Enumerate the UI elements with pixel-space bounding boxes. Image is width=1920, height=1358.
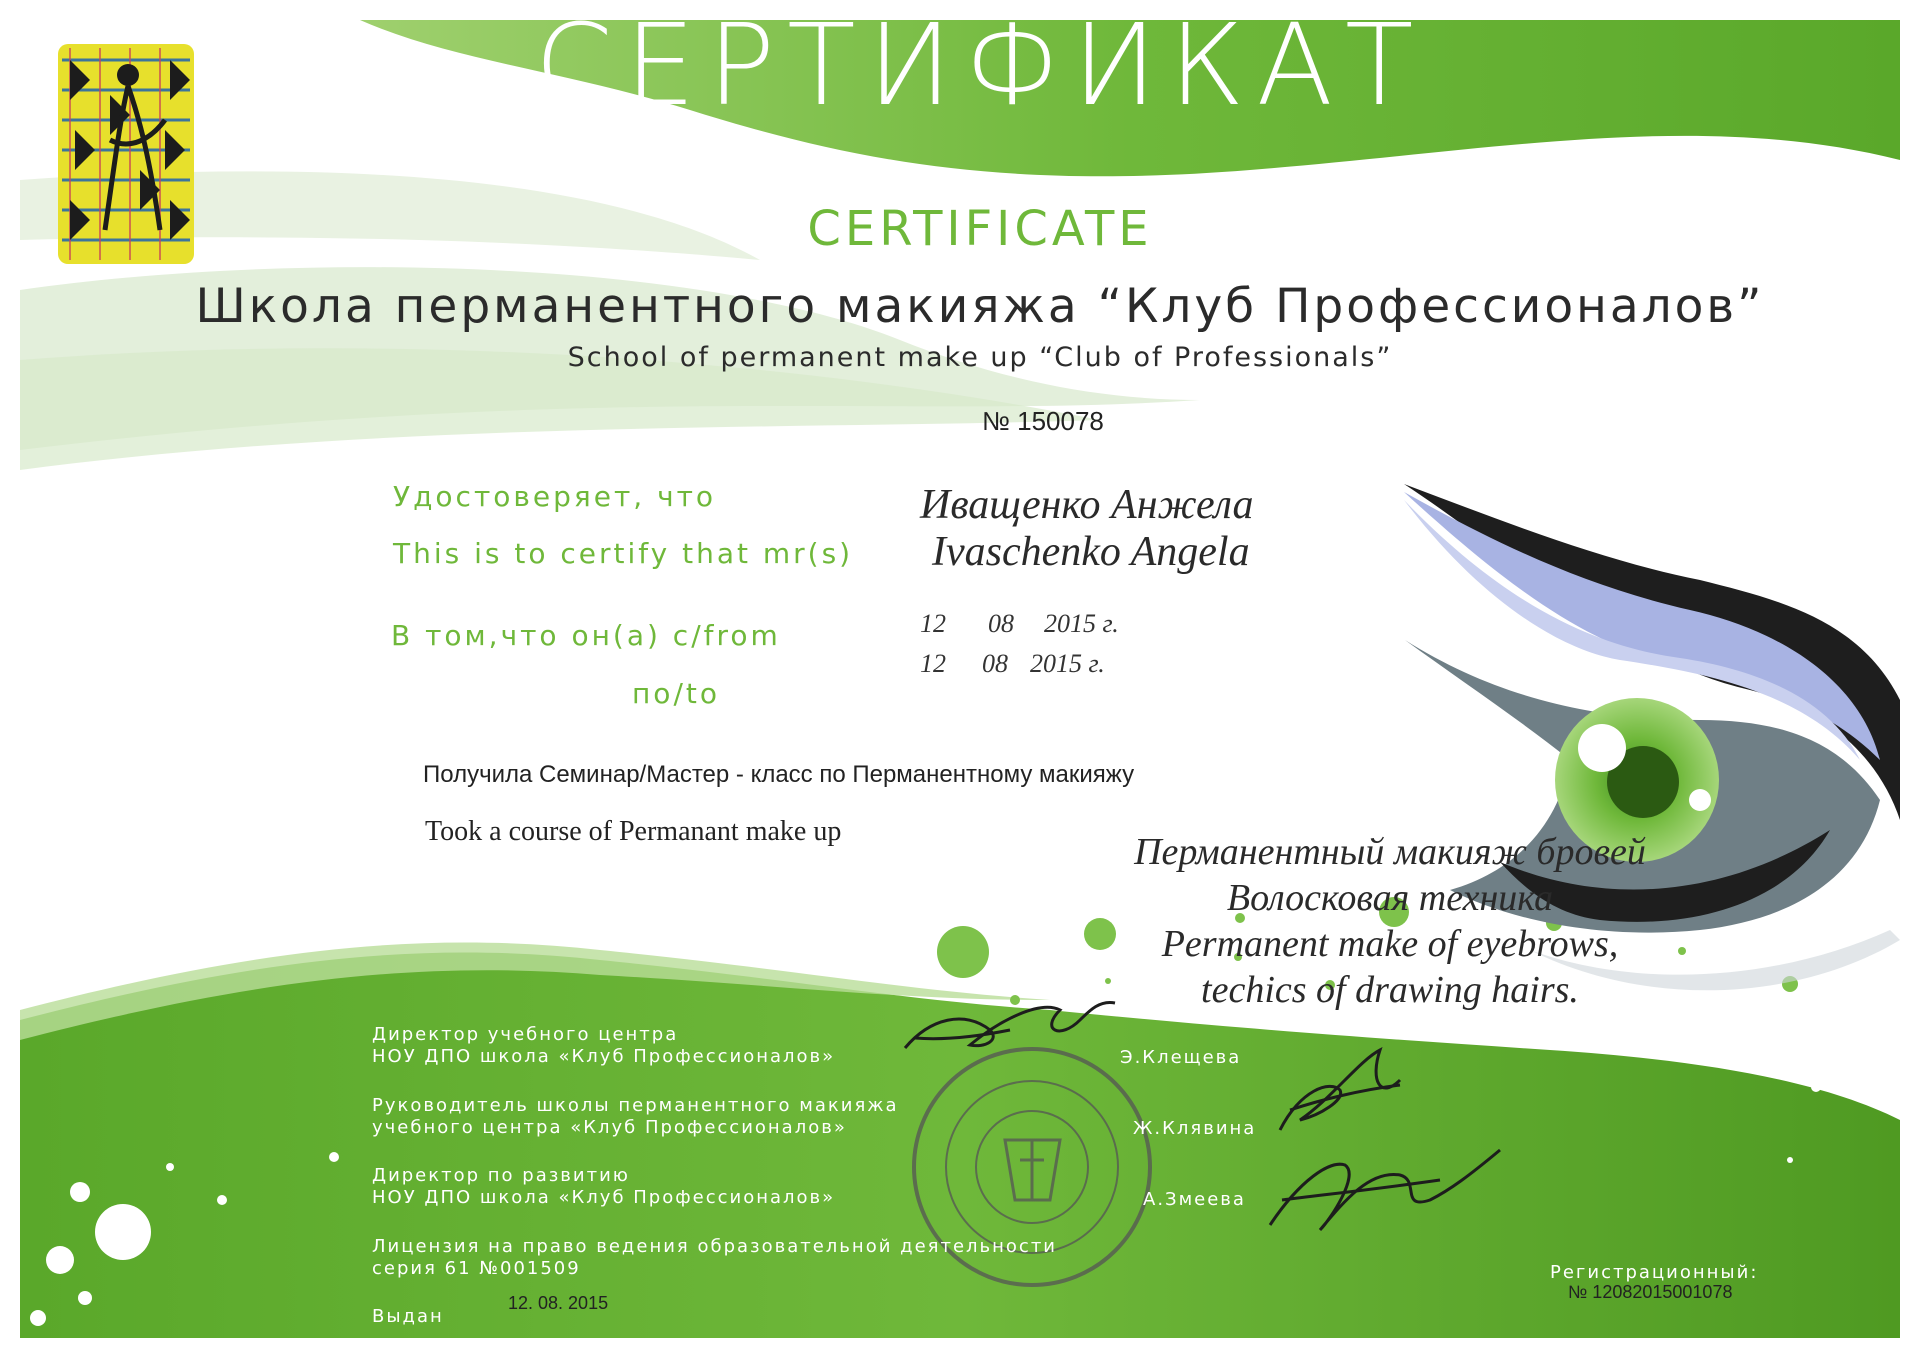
dot-deco xyxy=(30,1310,46,1326)
to-date-month: 08 xyxy=(982,649,1008,678)
dot-deco xyxy=(329,1152,339,1162)
staff-role-line: НОУ ДПО школа «Клуб Профессионалов» xyxy=(372,1187,836,1208)
course-line-ru: Получила Семинар/Мастер - класс по Перманентному макияжу xyxy=(423,761,1135,788)
to-date-day: 12 xyxy=(920,649,946,678)
registration-number: № 12082015001078 xyxy=(1568,1282,1733,1302)
staff-role-line: Руководитель школы перманентного макияжа xyxy=(372,1095,899,1116)
to-label: по/to xyxy=(632,677,720,710)
school-name-en: School of permanent make up “Club of Professionals” xyxy=(567,342,1393,373)
topic-line: Перманентный макияж бровей xyxy=(1134,831,1646,873)
staff-role-1 xyxy=(372,1024,835,1068)
recipient-name-ru: Иващенко Анжела xyxy=(920,482,1254,528)
course-line-en: Took a course of Permanant make up xyxy=(425,816,842,847)
dot-deco xyxy=(1010,995,1020,1005)
recipient-name-en: Ivaschenko Angela xyxy=(932,529,1250,575)
school-name-ru: Школа перманентного макияжа “Клуб Профессионалов” xyxy=(195,279,1765,334)
staff-name-2: Ж.Клявина xyxy=(1133,1118,1257,1139)
topic-line: Волосковая техника xyxy=(1226,877,1554,919)
to-date-year: 2015 г. xyxy=(1030,649,1105,678)
certificate-title-ru: СЕРТИФИКАТ xyxy=(534,1,1426,131)
dot-deco xyxy=(95,1204,151,1260)
dot-deco xyxy=(70,1182,90,1202)
staff-role-2 xyxy=(372,1095,899,1139)
topic-line: Permanent make of eyebrows, xyxy=(1161,923,1619,965)
dot-deco xyxy=(1811,1082,1821,1092)
staff-role-line: Директор учебного центра xyxy=(372,1024,679,1045)
from-label: В том,что он(а) с/from xyxy=(391,619,781,652)
staff-role-line: Директор по развитию xyxy=(372,1165,630,1186)
dot-deco xyxy=(937,926,989,978)
registration-label: Регистрационный: xyxy=(1550,1262,1759,1283)
staff-role-line: учебного центра «Клуб Профессионалов» xyxy=(372,1117,847,1138)
staff-name-3: А.Змеева xyxy=(1143,1189,1246,1210)
dot-deco xyxy=(217,1195,227,1205)
staff-role-line: НОУ ДПО школа «Клуб Профессионалов» xyxy=(372,1046,836,1067)
dot-deco xyxy=(1787,1157,1793,1163)
certify-label-en: This is to certify that mr(s) xyxy=(393,537,854,570)
dot-deco xyxy=(166,1163,174,1171)
issued-date: 12. 08. 2015 xyxy=(508,1293,609,1313)
from-date-month: 08 xyxy=(988,609,1014,638)
issued-label: Выдан xyxy=(372,1306,444,1327)
topic-line: techics of drawing hairs. xyxy=(1201,969,1579,1011)
from-date-day: 12 xyxy=(920,609,946,638)
license-line: Лицензия на право ведения образовательной деятельности xyxy=(372,1236,1058,1257)
license-info xyxy=(372,1236,1057,1280)
dot-deco xyxy=(46,1246,74,1274)
license-line: серия 61 №001509 xyxy=(372,1258,581,1279)
certify-label-ru: Удостоверяет, что xyxy=(393,480,717,513)
dot-deco xyxy=(78,1291,92,1305)
staff-name-1: Э.Клещева xyxy=(1120,1047,1242,1068)
staff-role-3 xyxy=(372,1165,835,1209)
from-date-year: 2015 г. xyxy=(1044,609,1119,638)
course-topic xyxy=(1040,829,1740,1013)
certificate-title-en: CERTIFICATE xyxy=(807,201,1153,257)
certificate-number: № 150078 xyxy=(982,406,1104,436)
